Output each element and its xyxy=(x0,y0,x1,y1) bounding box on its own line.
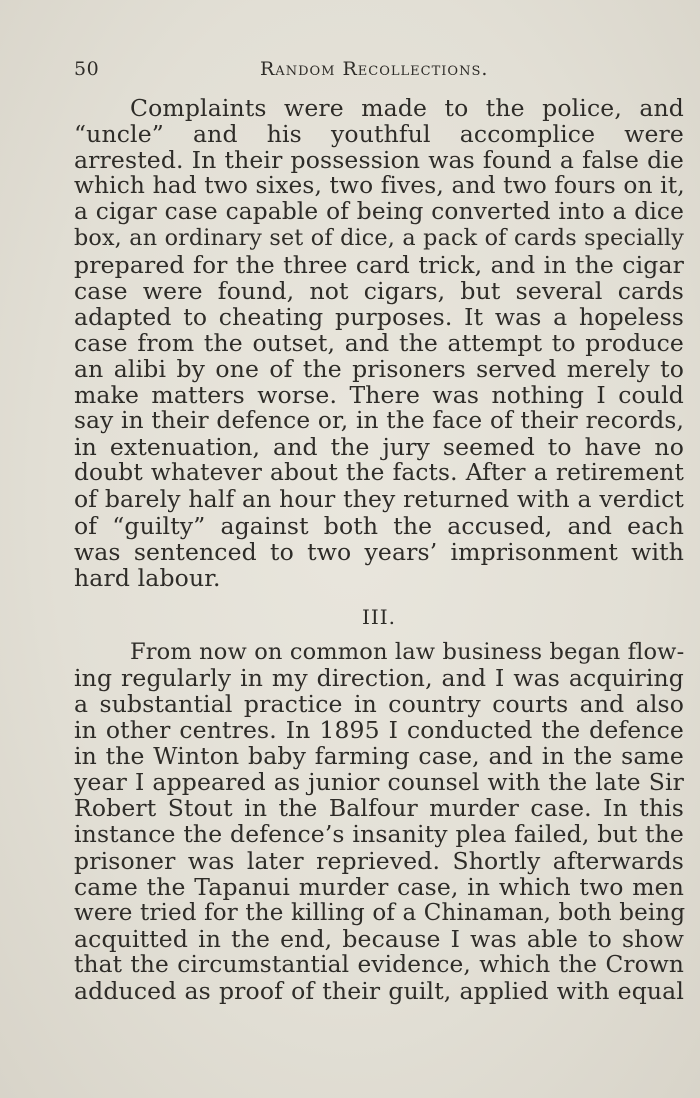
text-line: case from the outset, and the attempt to produce xyxy=(74,328,684,357)
text-line: of “guilty” against both the accused, and each xyxy=(74,511,684,540)
text-line: Complaints were made to the police, and xyxy=(130,94,684,122)
body-text xyxy=(74,95,684,1004)
text-line: arrested. In their possession was found a false die xyxy=(74,146,684,175)
text-line: say in their defence or, in the face of their records, xyxy=(74,407,684,435)
paragraph-1 xyxy=(74,95,684,591)
text-line: a cigar case capable of being converted into a dice xyxy=(74,198,684,226)
text-line: box, an ordinary set of dice, a pack of cards specially xyxy=(74,225,684,252)
text-line: an alibi by one of the prisoners served merely to xyxy=(74,354,684,383)
text-line: in other centres. In 1895 I conducted the defence xyxy=(74,716,684,745)
text-line: in the Winton baby farming case, and in the same xyxy=(74,742,684,771)
page-number: 50 xyxy=(74,58,100,80)
text-line: Robert Stout in the Balfour murder case. In this xyxy=(74,794,684,823)
text-line: adapted to cheating purposes. It was a hopeless xyxy=(74,302,684,331)
text-line: hard labour. xyxy=(74,563,221,592)
text-line: were tried for the killing of a Chinaman, both being xyxy=(74,899,686,926)
text-line: a substantial practice in country courts and also xyxy=(74,689,684,718)
paragraph-2 xyxy=(74,639,684,1004)
text-line: instance the defence’s insanity plea failed, but the xyxy=(74,820,684,849)
text-line: case were found, not cigars, but several cards xyxy=(74,276,684,305)
text-line: make matters worse. There was nothing I could xyxy=(74,381,684,410)
text-line: was sentenced to two years’ imprisonment with xyxy=(74,537,684,566)
text-line: “uncle” and his youthful accomplice were xyxy=(74,120,684,149)
section-heading: III. xyxy=(361,604,397,629)
text-line: prisoner was later reprieved. Shortly afterwards xyxy=(74,846,684,875)
text-line: of barely half an hour they returned with a verdict xyxy=(74,485,684,514)
text-line: year I appeared as junior counsel with the late Sir xyxy=(74,768,684,797)
page-header xyxy=(74,58,684,86)
running-head: Random Recollections. xyxy=(260,58,489,80)
text-line: acquitted in the end, because I was able to show xyxy=(74,924,684,953)
text-line: doubt whatever about the facts. After a retirement xyxy=(74,459,684,487)
text-line: ing regularly in my direction, and I was acquiring xyxy=(74,663,684,692)
text-line: which had two sixes, two fives, and two fours on it, xyxy=(74,172,685,200)
text-line: prepared for the three card trick, and in the cigar xyxy=(74,250,684,279)
text-line: in extenuation, and the jury seemed to have no xyxy=(74,433,684,462)
text-line: adduced as proof of their guilt, applied with equal xyxy=(74,977,684,1005)
text-line: came the Tapanui murder case, in which two men xyxy=(74,872,684,901)
text-line: that the circumstantial evidence, which the Crown xyxy=(74,950,684,978)
text-line: From now on common law business began flow- xyxy=(130,638,685,665)
